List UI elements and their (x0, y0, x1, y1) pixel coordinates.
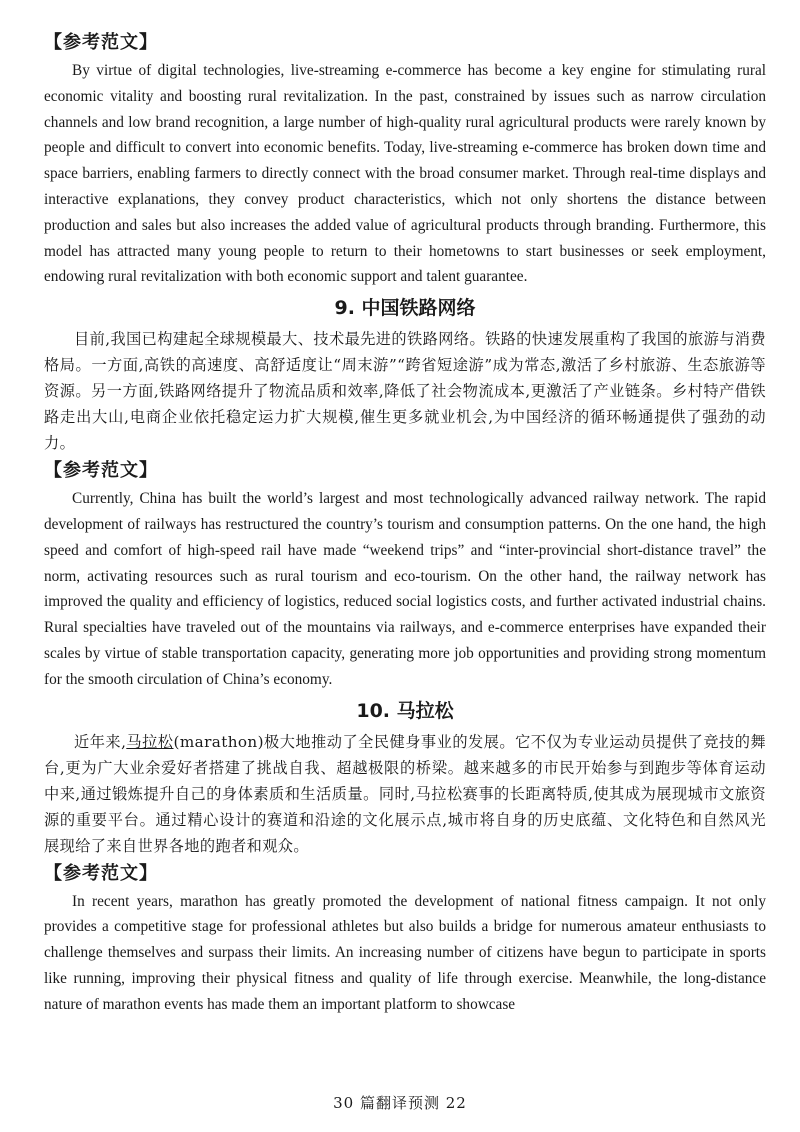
chinese-source-paragraph (44, 729, 766, 859)
chinese-rest-text: (marathon)极大地推动了全民健身事业的发展。它不仅为专业运动员提供了竞技的舞台,更为广大业余爱好者搭建了挑战自我、超越极限的桥梁。越来越多的市民开始参与到跑步等体育运动中来,通过锻炼提升自己的身体素质和生活质量。同时,马拉松赛事的长距离特质,使其成为展现城市文旅资源的重要平台。通过精心设计的赛道和沿途的文化展示点,城市将自身的历史底蕴、文化特色和自然风光展现给了来自世界各地的跑者和观众。 (44, 732, 767, 855)
underlined-term: 马拉松 (126, 732, 174, 751)
section-heading: 10. 马拉松 (356, 699, 454, 722)
english-translation-paragraph: In recent years, marathon has greatly promoted the development of national fitness campaign. It not only provides a competitive stage for professional athletes but also builds a bridge for numerous amateur enthusiasts to challenge themselves and surpass their limits. An increasing number of citizens have begun to participate in sports like running, improving their physical fitness and quality of life through exercise. Meanwhile, the long-distance nature of marathon events has made them an important platform to showcase (44, 892, 766, 1013)
reference-label: 【参考范文】 (44, 32, 158, 53)
english-translation-paragraph: Currently, China has built the world’s largest and most technologically advanced railway network. The rapid development of railways has restructured the country’s tourism and consumption patterns. On the one hand, the high speed and comfort of high-speed rail have made “weekend trips” and “inter-provincial short-distance travel” the norm, activating resources such as rural tourism and eco-tourism. On the other hand, the railway network has improved the quality and efficiency of logistics, reduced social logistics costs, and further activated industrial chains. Rural specialties have traveled out of the mountains via railways, and e-commerce enterprises have expanded their scales by virtue of stable transportation capacity, generating more job opportunities and providing strong momentum for the smooth circulation of China’s economy. (44, 490, 766, 688)
reference-label: 【参考范文】 (44, 460, 158, 482)
reference-label: 【参考范文】 (44, 862, 158, 884)
chinese-source-paragraph: 目前,我国已构建起全球规模最大、技术最先进的铁路网络。铁路的快速发展重构了我国的旅游与消费格局。一方面,高铁的高速度、高舒适度让“周末游”“跨省短途游”成为常态,激活了乡村旅游、生态旅游等资源。另一方面,铁路网络提升了物流品质和效率,降低了社会物流成本,更激活了产业链条。乡村特产借铁路走出大山,电商企业依托稳定运力扩大规模,催生更多就业机会,为中国经济的循环畅通提供了强劲的动力。 (44, 330, 766, 453)
section-heading: 9. 中国铁路网络 (334, 297, 476, 320)
page-footer: 30 篇翻译预测 22 (333, 1094, 467, 1112)
english-translation-paragraph: By virtue of digital technologies, live-streaming e-commerce has become a key engine for stimulating rural economic vitality and boosting rural revitalization. In the past, constrained by issues such as narrow circulation channels and low brand recognition, a large number of high-quality rural agricultural products were rarely known by people and difficult to convert into economic benefits. Today, live-streaming e-commerce has broken down time and space barriers, enabling farmers to directly connect with the broad consumer market. Through real-time displays and interactive explanations, they convey product characteristics, which not only shortens the distance between production and sales but also increases the added value of agricultural products through branding. Furthermore, this model has attracted many young people to return to their hometowns to start businesses or seek employment, endowing rural revitalization with both economic support and talent guarantee. (44, 62, 766, 286)
chinese-lead-text: 近年来, (74, 732, 127, 751)
